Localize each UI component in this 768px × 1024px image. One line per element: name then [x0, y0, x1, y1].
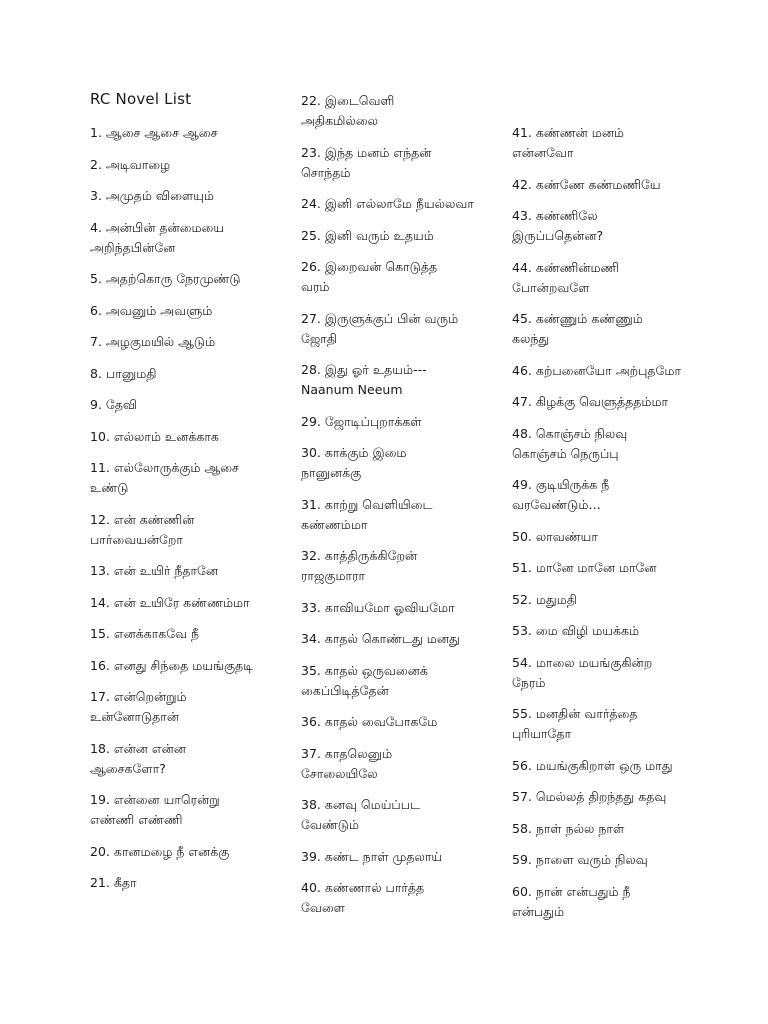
novel-title-line: இருப்பதென்ன? [512, 228, 604, 243]
novel-title-line: வரவேண்டும்… [512, 497, 601, 512]
novel-title-line: 21. கீதா [90, 875, 137, 890]
novel-title-line: 29. ஜோடிப்புறாக்கள் [301, 413, 422, 429]
novel-list-item [90, 510, 300, 550]
novel-list-item [90, 790, 300, 830]
novel-title-line: 12. என் கண்ணின் [90, 511, 195, 527]
novel-list-item [301, 194, 511, 214]
novel-list-item [512, 206, 722, 246]
novel-title-line: 17. என்றென்றும் [90, 689, 187, 704]
novel-title-line: உன்னோடுதான் [90, 709, 179, 724]
novel-title-line: வரம் [301, 279, 330, 294]
novel-list-item [301, 712, 511, 732]
novel-title-line: 2. அடிவாழை [90, 156, 171, 172]
novel-list-item [301, 443, 511, 483]
novel-title-line: ஆசைகளோ? [90, 760, 166, 776]
novel-title-line: போன்றவளே [512, 279, 590, 295]
novel-title-line: 26. இறைவன் கொடுத்த [301, 259, 438, 274]
novel-list-item [512, 527, 722, 547]
novel-title-line: 10. எல்லாம் உனக்காக [90, 428, 219, 444]
novel-list-item [512, 756, 722, 776]
novel-title-line: கண்ணம்மா [301, 516, 368, 532]
novel-list-item [301, 226, 511, 246]
novel-title-line: 57. மெல்லத் திறந்தது கதவு [512, 789, 667, 804]
novel-title-line: 27. இருளுக்குப் பின் வரும் [301, 310, 459, 326]
novel-title-line: 4. அன்பின் தன்மையை [90, 219, 225, 235]
novel-list-item [90, 332, 300, 352]
novel-title-line: 60. நான் என்பதும் நீ [512, 883, 631, 899]
novel-title-line: Naanum Neeum [301, 382, 403, 397]
novel-list-item [512, 558, 722, 578]
novel-list-item [90, 427, 300, 447]
novel-title-line: வேளை [301, 900, 345, 915]
novel-list-item [90, 739, 300, 779]
novel-title-line: சோலையிலே [301, 765, 378, 781]
novel-list-item [512, 882, 722, 922]
novel-list-item [301, 257, 511, 297]
novel-title-line: 33. காவியமோ ஓவியமோ [301, 599, 455, 615]
novel-title-line: 32. காத்திருக்கிறேன் [301, 548, 418, 563]
novel-title-line: 42. கண்ணே கண்மணியே [512, 176, 661, 192]
novel-list-item [90, 186, 300, 206]
novel-title-line: 46. கற்பனையோ அற்புதமோ [512, 362, 682, 378]
novel-title-line: 13. என் உயிர் நீதானே [90, 563, 219, 578]
novel-title-line: 59. நாளை வரும் நிலவு [512, 852, 648, 867]
novel-title-line: 1. ஆசை ஆசை ஆசை [90, 125, 218, 140]
novel-list-item [301, 629, 511, 649]
novel-list-item [90, 395, 300, 415]
novel-title-line: 49. குடியிருக்க நீ [512, 477, 610, 492]
novel-list-item [90, 561, 300, 581]
novel-title-line: 53. மை விழி மயக்கம் [512, 623, 640, 638]
novel-title-line: 52. மதுமதி [512, 591, 578, 607]
novel-list-item [512, 621, 722, 641]
novel-list-item [512, 258, 722, 298]
novel-list-item [301, 795, 511, 835]
novel-title-line: 3. அமுதம் விளையும் [90, 188, 214, 203]
novel-list-item [512, 704, 722, 744]
novel-title-line: 43. கண்ணிலே [512, 208, 598, 223]
novel-title-line: 18. என்ன என்ன [90, 740, 186, 756]
novel-list-item [512, 309, 722, 349]
novel-list-item [90, 218, 300, 258]
novel-list-item [301, 546, 511, 586]
novel-title-line: 48. கொஞ்சம் நிலவு [512, 425, 628, 441]
novel-title-line: ஜோதி [301, 330, 338, 346]
novel-title-line: 25. இனி வரும் உதயம் [301, 227, 434, 243]
novel-list-item [301, 143, 511, 183]
novel-title-line: 45. கண்ணும் கண்ணும் [512, 311, 643, 326]
novel-title-line: 7. அழகுமயில் ஆடும் [90, 334, 216, 349]
novel-title-line: 34. காதல் கொண்டது மனது [301, 631, 460, 646]
novel-list-item [301, 744, 511, 784]
novel-list-item [512, 361, 722, 381]
novel-list-item [512, 787, 722, 807]
novel-list-item [301, 309, 511, 349]
novel-list-item [90, 593, 300, 613]
page-title: RC Novel List [90, 90, 192, 108]
novel-title-line: 36. காதல் வைபோகமே [301, 714, 438, 729]
novel-title-line: வேண்டும் [301, 817, 359, 832]
novel-title-line: கைப்பிடித்தேன் [301, 682, 389, 698]
novel-title-line: 14. என் உயிரே கண்ணம்மா [90, 594, 250, 610]
novel-title-line: அதிகமில்லை [301, 113, 379, 128]
novel-title-line: 20. கானமழை நீ எனக்கு [90, 843, 230, 859]
novel-title-line: 9. தேவி [90, 397, 138, 412]
novel-title-line: 5. அதற்கொரு நேரமுண்டு [90, 271, 241, 286]
novel-title-line: 50. லாவண்யா [512, 528, 598, 544]
novel-title-line: 38. கனவு மெய்ப்பட [301, 797, 420, 812]
novel-title-line: 44. கண்ணின்மணி [512, 259, 620, 275]
novel-title-line: 11. எல்லோருக்கும் ஆசை [90, 460, 239, 475]
novel-list-item [512, 819, 722, 839]
novel-title-line: 30. காக்கும் இமை [301, 445, 407, 460]
novel-list-item [301, 91, 511, 131]
novel-title-line: 39. கண்ட நாள் முதலாய் [301, 848, 443, 864]
novel-title-line: 31. காற்று வெளியிடை [301, 496, 433, 512]
novel-title-line: 16. எனது சிந்தை மயங்குதடி [90, 657, 254, 673]
novel-list-item [90, 458, 300, 498]
novel-title-line: நானுனக்கு [301, 465, 362, 480]
novel-title-line: 35. காதல் ஒருவனைக் [301, 662, 428, 678]
novel-list-item [512, 175, 722, 195]
novel-list-item [512, 850, 722, 870]
novel-list-item [90, 624, 300, 644]
novel-title-line: அறிந்தபின்னே [90, 239, 176, 255]
novel-title-line: 40. கண்ணால் பார்த்த [301, 880, 425, 895]
novel-list-item [512, 653, 722, 693]
novel-list-item [301, 360, 511, 400]
novel-list-item [90, 155, 300, 175]
novel-title-line: என்னவோ [512, 145, 574, 160]
novel-list-item [512, 424, 722, 464]
novel-title-line: என்பதும் [512, 903, 565, 919]
novel-title-line: 54. மாலை மயங்குகின்ற [512, 654, 653, 670]
novel-title-line: 28. இது ஓர் உதயம்--- [301, 362, 427, 377]
novel-title-line: உண்டு [90, 480, 129, 495]
novel-list-item [90, 301, 300, 321]
novel-title-line: 37. காதலெனும் [301, 745, 393, 761]
novel-title-line: கலந்து [512, 331, 550, 346]
novel-title-line: 58. நாள் நல்ல நாள் [512, 820, 625, 836]
novel-list-item [90, 364, 300, 384]
novel-title-line: 24. இனி எல்லாமே நீயல்லவா [301, 196, 474, 211]
novel-title-line: சொந்தம் [301, 164, 351, 180]
novel-list-item [301, 495, 511, 535]
novel-list-item [90, 873, 300, 893]
novel-title-line: 55. மனதின் வார்த்தை [512, 706, 638, 721]
novel-list-item [90, 123, 300, 143]
novel-list-item [90, 687, 300, 727]
novel-list-column-3 [512, 123, 722, 933]
novel-list-item [512, 392, 722, 412]
novel-title-line: 41. கண்ணன் மனம் [512, 125, 624, 140]
novel-list-item [90, 656, 300, 676]
novel-list-item [301, 878, 511, 918]
novel-title-line: பார்வையன்றோ [90, 531, 183, 547]
novel-title-line: நேரம் [512, 674, 546, 690]
novel-list-item [512, 123, 722, 163]
novel-list-item [512, 475, 722, 515]
novel-title-line: புரியாதோ [512, 726, 572, 741]
novel-list-column-2 [301, 91, 511, 930]
novel-list-item [512, 590, 722, 610]
novel-title-line: 47. கிழக்கு வெளுத்ததம்மா [512, 394, 669, 409]
novel-title-line: ராஜகுமாரா [301, 568, 366, 583]
novel-title-line: 19. என்னை யாரென்று [90, 792, 220, 807]
novel-title-line: 56. மயங்குகிறாள் ஒரு மாது [512, 757, 673, 773]
novel-title-line: 22. இடைவெளி [301, 93, 395, 108]
novel-list-item [301, 598, 511, 618]
novel-title-line: 15. எனக்காகவே நீ [90, 626, 200, 641]
novel-title-line: 6. அவனும் அவளும் [90, 302, 213, 318]
novel-title-line: 23. இந்த மனம் எந்தன் [301, 144, 432, 160]
novel-title-line: எண்ணி எண்ணி [90, 812, 183, 827]
novel-list-item [301, 661, 511, 701]
novel-list-column-1 [90, 123, 300, 905]
novel-list-item [90, 269, 300, 289]
novel-list-item [301, 412, 511, 432]
novel-title-line: 8. பானுமதி [90, 365, 157, 381]
novel-list-item [301, 847, 511, 867]
novel-title-line: கொஞ்சம் நெருப்பு [512, 445, 619, 461]
novel-list-item [90, 842, 300, 862]
novel-title-line: 51. மானே மானே மானே [512, 560, 657, 575]
